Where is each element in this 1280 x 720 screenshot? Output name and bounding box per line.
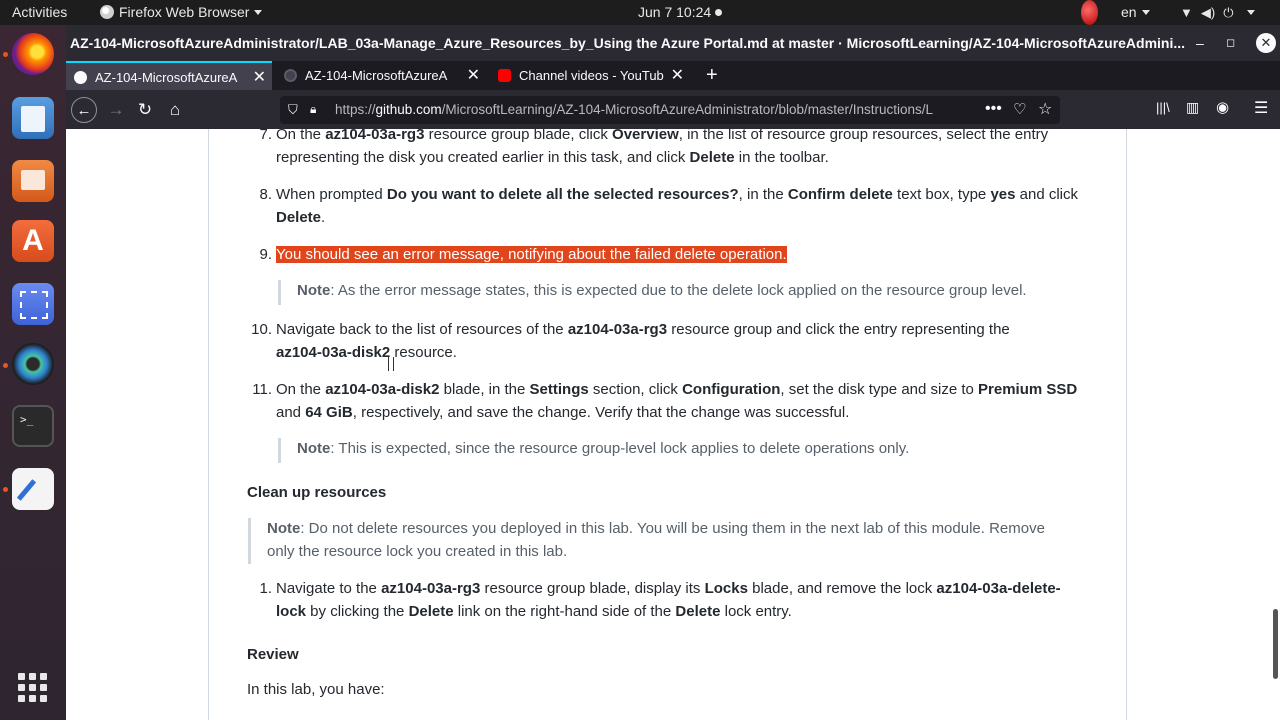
maximize-button[interactable]: ◻ xyxy=(1226,37,1236,49)
notification-dot-icon xyxy=(715,9,722,16)
app-menu[interactable] xyxy=(100,0,262,25)
list-item-step-9 xyxy=(276,244,787,267)
bookmark-star-icon[interactable]: ☆ xyxy=(1038,101,1053,118)
impress-launcher-icon[interactable] xyxy=(12,160,54,202)
github-icon xyxy=(74,71,87,84)
note-blockquote: Note: Do not delete resources you deployed in this lab. You will be using them in the next lab of this module. Remove only the resource lock you created in this lab. xyxy=(248,518,1045,564)
list-item-step-7: On the az104-03a-rg3 resource group blade, click Overview, in the list of resource group resources, select the entry xyxy=(276,129,1049,143)
highlighted-text-selection[interactable]: You should see an error message, notifying about the failed delete operation. xyxy=(276,246,787,263)
list-item-step-8: When prompted Do you want to delete all the selected resources?, in the Confirm delete text box, type yes and click xyxy=(276,186,1079,203)
system-menu[interactable] xyxy=(1180,0,1263,25)
wifi-icon: ▼ xyxy=(1180,5,1193,20)
url-host: github.com xyxy=(375,102,442,117)
list-number: 1. xyxy=(259,580,272,597)
url-prefix: https:// xyxy=(335,102,376,117)
text-editor-launcher-icon[interactable] xyxy=(12,468,54,510)
note-blockquote: Note: As the error message states, this is expected due to the delete lock applied on the resource group level. xyxy=(278,280,1027,305)
language-selector[interactable] xyxy=(1121,0,1150,25)
note-blockquote: Note: This is expected, since the resource group-level lock applies to delete operations only. xyxy=(278,438,909,463)
running-indicator-icon xyxy=(3,487,8,492)
youtube-icon xyxy=(498,69,511,82)
lock-icon[interactable]: 🔒︎ xyxy=(310,102,317,116)
list-number: 10. xyxy=(251,321,272,338)
url-path: /MicrosoftLearning/AZ-104-MicrosoftAzureAdministrator/blob/master/Instructions/L xyxy=(441,102,934,117)
list-item-step-8-line-2: Delete. xyxy=(276,208,326,226)
tab-github-active[interactable] xyxy=(66,61,272,90)
app-menu-label: Firefox Web Browser xyxy=(119,4,250,20)
dock xyxy=(0,25,66,720)
show-applications-icon[interactable] xyxy=(12,667,54,709)
new-tab-button[interactable]: + xyxy=(706,64,718,86)
list-number: 7. xyxy=(259,129,272,143)
page-actions-menu-icon[interactable]: ••• xyxy=(985,100,1002,117)
running-indicator-icon xyxy=(3,52,8,57)
home-button[interactable]: ⌂ xyxy=(169,100,181,119)
tab-label: Channel videos - YouTub xyxy=(519,68,664,83)
list-number: 9. xyxy=(259,246,272,263)
chevron-down-icon xyxy=(254,10,262,15)
close-tab-icon[interactable]: ✕ xyxy=(252,69,266,86)
chevron-down-icon xyxy=(1247,10,1255,15)
minimize-button[interactable]: – xyxy=(1196,35,1204,51)
tab-youtube[interactable] xyxy=(490,61,690,90)
list-item-step-10: Navigate back to the list of resources of the az104-03a-rg3 resource group and click the entry representing the xyxy=(276,321,1010,338)
firefox-icon xyxy=(100,5,114,19)
list-item-step-11-line-2: and 64 GiB, respectively, and save the change. Verify that the change was successful. xyxy=(276,403,850,421)
page-content xyxy=(66,129,1280,720)
back-button[interactable]: ← xyxy=(71,97,97,123)
terminal-launcher-icon[interactable]: >_ xyxy=(12,405,54,447)
forward-button[interactable]: → xyxy=(107,100,125,119)
hamburger-menu-icon[interactable]: ☰ xyxy=(1254,100,1269,117)
markdown-body xyxy=(208,129,1127,720)
volume-icon: ◀) xyxy=(1200,5,1216,20)
pocket-icon[interactable]: ♡ xyxy=(1013,101,1027,118)
section-heading-clean-up: Clean up resources xyxy=(247,484,387,501)
github-icon xyxy=(284,69,297,82)
chevron-down-icon xyxy=(1142,10,1150,15)
section-heading-review: Review xyxy=(247,646,299,663)
tab-label: AZ-104-MicrosoftAzureA xyxy=(95,70,238,85)
list-item-cleanup-1-line-2: lock by clicking the Delete link on the right-hand side of the Delete lock entry. xyxy=(276,602,792,620)
recording-indicator-icon[interactable] xyxy=(1081,0,1098,25)
library-icon[interactable]: |||\ xyxy=(1156,100,1170,115)
software-center-launcher-icon[interactable]: A xyxy=(12,220,54,262)
tab-github[interactable] xyxy=(276,61,486,90)
tab-label: AZ-104-MicrosoftAzureA xyxy=(305,68,448,83)
files-launcher-icon[interactable] xyxy=(12,97,54,139)
list-item-step-7-line-2: representing the disk you created earlier in this task, and click Delete in the toolbar. xyxy=(276,148,829,166)
firefox-launcher-icon[interactable] xyxy=(12,33,54,75)
sidebar-icon[interactable]: ▥ xyxy=(1186,99,1200,115)
list-item-cleanup-1: Navigate to the az104-03a-rg3 resource group blade, display its Locks blade, and remove the lock az104-03a-delete- xyxy=(276,580,1061,597)
list-number: 11. xyxy=(252,381,272,398)
list-item-step-10-line-2: az104-03a-disk2 resource. xyxy=(276,343,457,361)
clock-label: Jun 7 10:24 xyxy=(638,4,712,20)
tracking-protection-shield-icon[interactable]: ⛉ xyxy=(288,102,298,117)
window-title: AZ-104-MicrosoftAzureAdministrator/LAB_03a-Manage_Azure_Resources_by_Using the Azure Portal.md at master · MicrosoftLearning/AZ-104-MicrosoftAzureAdmini... xyxy=(70,35,1186,51)
running-indicator-icon xyxy=(3,363,8,368)
scrollbar-thumb[interactable] xyxy=(1273,609,1278,679)
power-icon: ⏻ xyxy=(1223,5,1234,20)
activities-button[interactable]: Activities xyxy=(12,4,68,20)
camera-launcher-icon[interactable] xyxy=(12,343,54,385)
close-tab-icon[interactable]: ✕ xyxy=(670,67,684,84)
reload-button[interactable]: ↻ xyxy=(137,100,153,119)
tab-strip xyxy=(66,61,1280,90)
language-label: en xyxy=(1121,4,1137,20)
system-top-bar xyxy=(0,0,1280,25)
navigation-toolbar xyxy=(66,90,1280,129)
review-intro-text: In this lab, you have: xyxy=(247,681,385,698)
url-text[interactable] xyxy=(335,96,975,124)
close-tab-icon[interactable]: ✕ xyxy=(466,67,480,84)
list-item-step-11: On the az104-03a-disk2 blade, in the Settings section, click Configuration, set the disk type and size to Premium SSD xyxy=(276,381,1078,398)
screenshot-launcher-icon[interactable] xyxy=(12,283,54,325)
account-icon[interactable]: ◉ xyxy=(1216,99,1230,116)
text-cursor-icon xyxy=(388,357,394,371)
list-number: 8. xyxy=(259,186,272,203)
window-title-bar xyxy=(66,25,1280,61)
close-window-button[interactable]: ✕ xyxy=(1256,33,1276,53)
clock[interactable] xyxy=(638,0,722,25)
address-bar[interactable] xyxy=(280,96,1060,124)
